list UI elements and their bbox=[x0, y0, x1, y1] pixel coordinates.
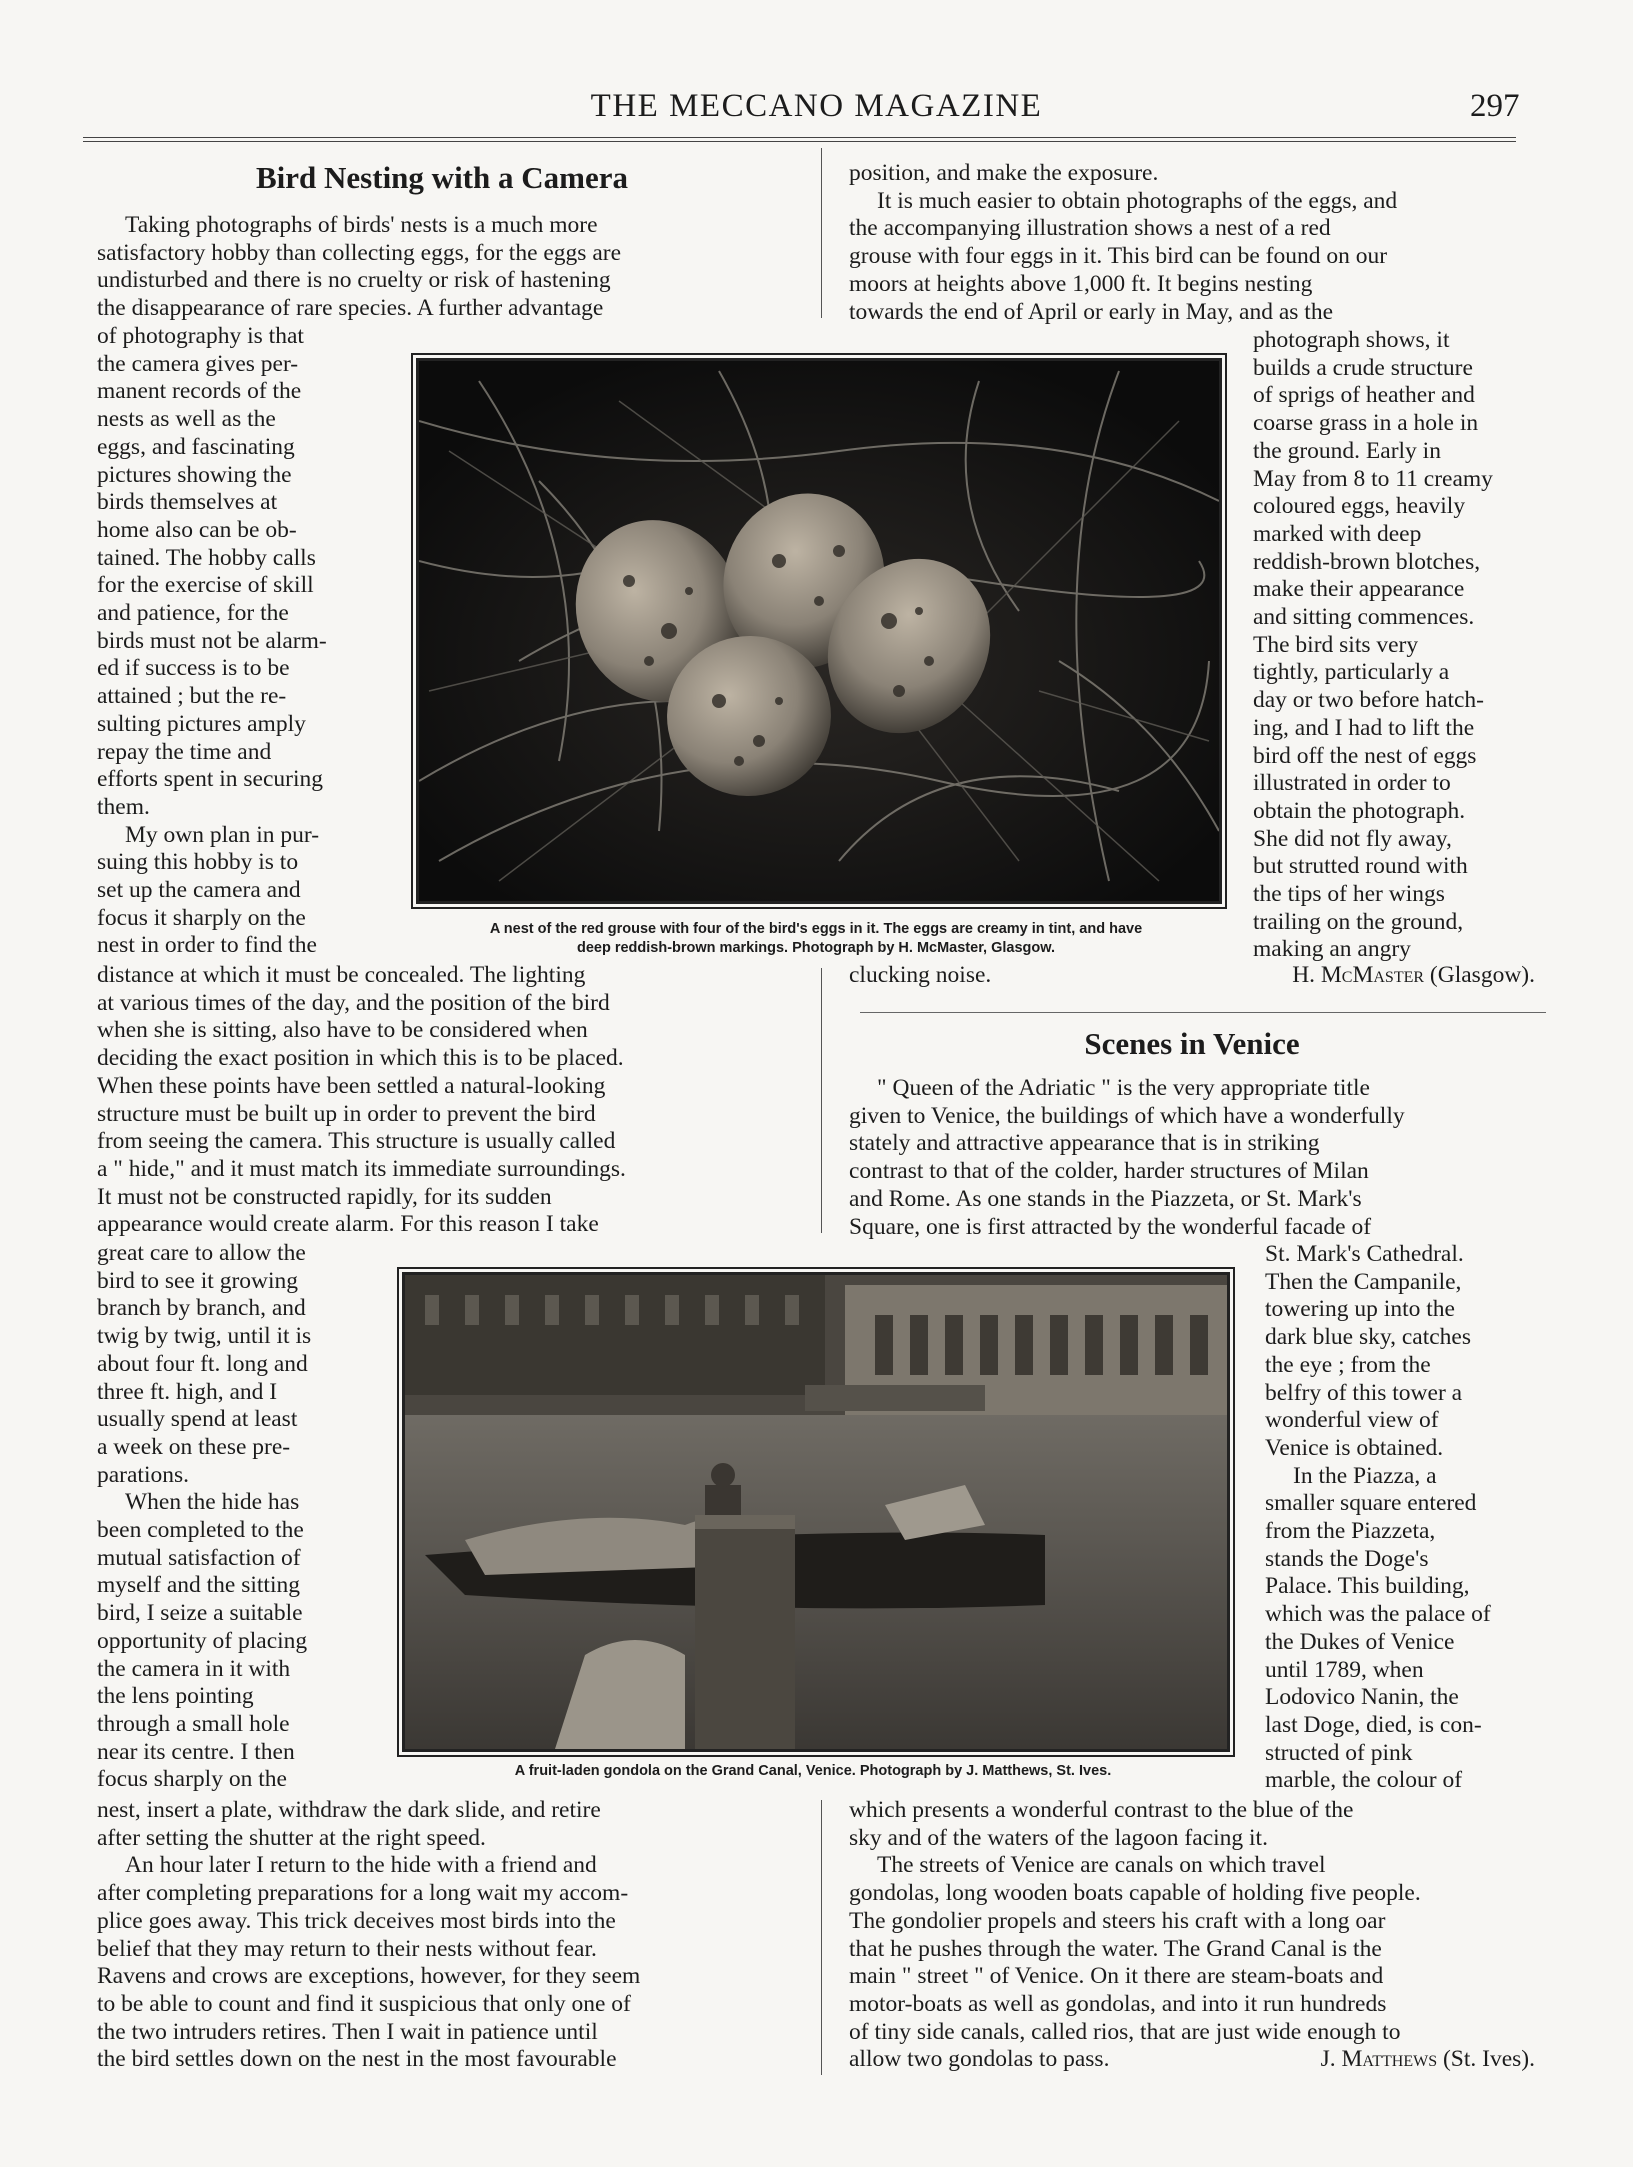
text-line: and Rome. As one stands in the Piazzeta, or St. Mark's bbox=[849, 1185, 1362, 1212]
text-line: opportunity of placing bbox=[97, 1627, 308, 1654]
caption-line: A nest of the red grouse with four of the bird's eggs in it. The eggs are creamy in tint, and have bbox=[489, 921, 1143, 937]
text-line: The gondolier propels and steers his craft with a long oar bbox=[849, 1907, 1386, 1934]
text-line: Taking photographs of birds' nests is a much more bbox=[125, 212, 598, 238]
text-line: suing this hobby is to bbox=[97, 849, 299, 876]
text-line: twig by twig, until it is bbox=[97, 1323, 312, 1350]
text-line: branch by branch, and bbox=[97, 1295, 306, 1322]
text-line: the eye ; from the bbox=[1265, 1351, 1431, 1378]
page-number: 297 bbox=[1470, 88, 1520, 124]
text-line: trailing on the ground, bbox=[1253, 908, 1464, 935]
text-line: make their appearance bbox=[1253, 576, 1465, 603]
text-line: from seeing the camera. This structure is usually called bbox=[97, 1128, 616, 1155]
text-line: In the Piazza, a bbox=[1293, 1462, 1437, 1489]
nest-image bbox=[419, 361, 1219, 901]
text-line: the bird settles down on the nest in the most favourable bbox=[97, 2046, 617, 2073]
text-line: the camera gives per- bbox=[97, 350, 299, 377]
text-line: towards the end of April or early in May, and as the bbox=[849, 298, 1334, 325]
text-line: but strutted round with bbox=[1253, 853, 1468, 880]
text-line: gondolas, long wooden boats capable of holding five people. bbox=[849, 1880, 1421, 1907]
text-line: Palace. This building, bbox=[1265, 1573, 1470, 1600]
author-signature bbox=[1321, 2046, 1535, 2074]
text-line: structed of pink bbox=[1265, 1739, 1413, 1766]
text-line: until 1789, when bbox=[1265, 1656, 1424, 1683]
text-line: day or two before hatch- bbox=[1253, 687, 1484, 714]
text-line: nest in order to find the bbox=[97, 932, 317, 959]
text-line: towering up into the bbox=[1265, 1296, 1455, 1323]
text-line: An hour later I return to the hide with a friend and bbox=[125, 1852, 597, 1879]
author-place: (Glasgow). bbox=[1429, 962, 1535, 988]
text-line: near its centre. I then bbox=[97, 1738, 295, 1765]
article-body bbox=[97, 962, 787, 1239]
text-line: set up the camera and bbox=[97, 877, 301, 904]
text-line: marble, the colour of bbox=[1265, 1767, 1463, 1794]
text-line: a " hide," and it must match its immediate surroundings. bbox=[97, 1155, 626, 1182]
text-line: grouse with four eggs in it. This bird can be found on our bbox=[849, 243, 1388, 270]
gondola-image bbox=[405, 1275, 1227, 1749]
text-line: deciding the exact position in which this is to be placed. bbox=[97, 1045, 624, 1072]
text-line: the tips of her wings bbox=[1253, 881, 1445, 908]
text-line bbox=[849, 2046, 1535, 2074]
text-line: marked with deep bbox=[1253, 520, 1422, 547]
column-rule bbox=[821, 148, 822, 318]
text-line: mutual satisfaction of bbox=[97, 1544, 301, 1571]
text-line: them. bbox=[97, 793, 150, 820]
text-line: " Queen of the Adriatic " is the very appropriate title bbox=[877, 1075, 1370, 1101]
text-line: the disappearance of rare species. A further advantage bbox=[97, 295, 604, 322]
text-line: birds themselves at bbox=[97, 489, 278, 516]
text-line: bird, I seize a suitable bbox=[97, 1600, 303, 1627]
text-line: May from 8 to 11 creamy bbox=[1253, 465, 1493, 492]
text-line: The streets of Venice are canals on which travel bbox=[877, 1852, 1326, 1879]
text-line: The bird sits very bbox=[1253, 631, 1419, 658]
text-line: of tiny side canals, called rios, that are just wide enough to bbox=[849, 2018, 1401, 2045]
header-rule bbox=[83, 137, 1516, 138]
text-line: St. Mark's Cathedral. bbox=[1265, 1241, 1464, 1267]
text-line: dark blue sky, catches bbox=[1265, 1324, 1471, 1351]
text-line: the camera in it with bbox=[97, 1655, 291, 1682]
text-line: illustrated in order to bbox=[1253, 770, 1451, 797]
article-separator bbox=[860, 1012, 1546, 1013]
text-line: home also can be ob- bbox=[97, 516, 297, 543]
text-line: to be able to count and find it suspicious that only one of bbox=[97, 1990, 631, 2017]
article-body-narrow bbox=[97, 1240, 372, 1794]
text-line: bird to see it growing bbox=[97, 1267, 299, 1294]
author-name: J. Matthews bbox=[1320, 2046, 1438, 2073]
text-line: that he pushes through the water. The Grand Canal is the bbox=[849, 1935, 1382, 1962]
text-line: When these points have been settled a natural-looking bbox=[97, 1072, 606, 1099]
text-line: When the hide has bbox=[125, 1489, 300, 1516]
venice-gondola-photo bbox=[402, 1272, 1230, 1752]
text-line: It is much easier to obtain photographs of the eggs, and bbox=[877, 187, 1398, 214]
text-line: usually spend at least bbox=[97, 1406, 298, 1433]
text-line: of photography is that bbox=[97, 323, 304, 349]
text-line: focus sharply on the bbox=[97, 1766, 287, 1793]
text-line: after completing preparations for a long wait my accom- bbox=[97, 1880, 629, 1907]
text-line: the Dukes of Venice bbox=[1265, 1628, 1455, 1655]
text-line: the two intruders retires. Then I wait in patience until bbox=[97, 2018, 598, 2045]
text-line: Lodovico Nanin, the bbox=[1265, 1684, 1459, 1711]
text-line: making an angry bbox=[1253, 936, 1411, 963]
text-line: efforts spent in securing bbox=[97, 766, 324, 793]
column-rule bbox=[821, 1800, 822, 2075]
grouse-nest-photo bbox=[416, 358, 1222, 904]
article-body bbox=[849, 1075, 1535, 1241]
text-line: belief that they may return to their nests without fear. bbox=[97, 1935, 597, 1962]
text-line: Venice is obtained. bbox=[1265, 1434, 1444, 1461]
text-line: the ground. Early in bbox=[1253, 437, 1441, 464]
text-line: stately and attractive appearance that is in striking bbox=[849, 1130, 1320, 1157]
article-body-narrow bbox=[97, 323, 385, 960]
article-body bbox=[97, 212, 787, 323]
text-line: main " street " of Venice. On it there are steam-boats and bbox=[849, 1963, 1384, 1990]
photo-caption: A fruit-laden gondola on the Grand Canal, Venice. Photograph by J. Matthews, St. Ives. bbox=[514, 1763, 1112, 1779]
text-line: when she is sitting, also have to be considered when bbox=[97, 1017, 588, 1044]
text-line: attained ; but the re- bbox=[97, 683, 287, 710]
text-line: moors at heights above 1,000 ft. It begins nesting bbox=[849, 270, 1313, 297]
text-line: tightly, particularly a bbox=[1253, 659, 1450, 686]
header-rule-2 bbox=[83, 141, 1516, 142]
text-line: coarse grass in a hole in bbox=[1253, 410, 1479, 437]
text-line: coloured eggs, heavily bbox=[1253, 493, 1466, 520]
running-head: THE MECCANO MAGAZINE bbox=[590, 88, 1043, 124]
caption-line: deep reddish-brown markings. Photograph by H. McMaster, Glasgow. bbox=[576, 940, 1056, 956]
text-line: allow two gondolas to pass. bbox=[849, 2046, 1110, 2073]
text-line: about four ft. long and bbox=[97, 1350, 308, 1377]
text-line: undisturbed and there is no cruelty or risk of hastening bbox=[97, 267, 611, 294]
author-name: H. McMaster bbox=[1292, 962, 1425, 988]
text-line: ing, and I had to lift the bbox=[1253, 714, 1475, 741]
text-line: myself and the sitting bbox=[97, 1572, 300, 1599]
text-line: tained. The hobby calls bbox=[97, 544, 316, 571]
text-line: been completed to the bbox=[97, 1517, 304, 1544]
text-line: focus it sharply on the bbox=[97, 904, 306, 931]
text-line: from the Piazzeta, bbox=[1265, 1518, 1436, 1545]
text-line: birds must not be alarm- bbox=[97, 627, 327, 654]
text-line: It must not be constructed rapidly, for its sudden bbox=[97, 1183, 552, 1210]
text-line: reddish-brown blotches, bbox=[1253, 548, 1481, 575]
text-line: nest, insert a plate, withdraw the dark slide, and retire bbox=[97, 1797, 601, 1823]
text-line: which presents a wonderful contrast to the blue of the bbox=[849, 1797, 1354, 1823]
text-line: obtain the photograph. bbox=[1253, 797, 1466, 824]
text-line: bird off the nest of eggs bbox=[1253, 742, 1477, 769]
article-title: Bird Nesting with a Camera bbox=[256, 160, 628, 195]
text-line: which was the palace of bbox=[1265, 1601, 1491, 1628]
text-line: distance at which it must be concealed. The lighting bbox=[97, 962, 586, 988]
text-line: nests as well as the bbox=[97, 406, 276, 433]
text-line: of sprigs of heather and bbox=[1253, 382, 1475, 409]
text-line: after setting the shutter at the right speed. bbox=[97, 1824, 486, 1851]
photo-caption bbox=[410, 920, 1222, 958]
text-line: stands the Doge's bbox=[1265, 1545, 1429, 1572]
text-line: motor-boats as well as gondolas, and into it run hundreds bbox=[849, 1990, 1387, 2017]
author-signature bbox=[1292, 962, 1535, 990]
text-line: pictures showing the bbox=[97, 461, 292, 488]
article-body bbox=[849, 1797, 1535, 2074]
text-line: wonderful view of bbox=[1265, 1407, 1439, 1434]
text-line: great care to allow the bbox=[97, 1240, 306, 1266]
text-line: eggs, and fascinating bbox=[97, 433, 295, 460]
text-line: given to Venice, the buildings of which have a wonderfully bbox=[849, 1102, 1405, 1129]
text-line: and patience, for the bbox=[97, 600, 289, 627]
text-line: Ravens and crows are exceptions, however, for they seem bbox=[97, 1963, 641, 1990]
text-line: contrast to that of the colder, harder structures of Milan bbox=[849, 1158, 1369, 1185]
text-line: through a small hole bbox=[97, 1710, 290, 1737]
article-signoff bbox=[849, 962, 1535, 990]
author-place: (St. Ives). bbox=[1442, 2046, 1535, 2073]
text-line: My own plan in pur- bbox=[125, 821, 320, 848]
text-line: ed if success is to be bbox=[97, 655, 290, 682]
article-title: Scenes in Venice bbox=[1084, 1026, 1300, 1061]
text-line: She did not fly away, bbox=[1253, 825, 1452, 852]
text-line: sulting pictures amply bbox=[97, 710, 306, 737]
text-line: for the exercise of skill bbox=[97, 572, 314, 599]
article-body-narrow bbox=[1253, 327, 1538, 964]
text-line: repay the time and bbox=[97, 738, 272, 765]
text-line: belfry of this tower a bbox=[1265, 1379, 1463, 1406]
text-line: and sitting commences. bbox=[1253, 604, 1475, 631]
text-line: smaller square entered bbox=[1265, 1490, 1477, 1517]
text-line: the lens pointing bbox=[97, 1683, 254, 1710]
text-line: builds a crude structure bbox=[1253, 354, 1473, 381]
text-line: satisfactory hobby than collecting eggs, for the eggs are bbox=[97, 239, 622, 266]
text-line: parations. bbox=[97, 1461, 190, 1488]
column-rule bbox=[821, 968, 822, 1233]
article-body bbox=[97, 1797, 787, 2074]
text-line: last Doge, died, is con- bbox=[1265, 1711, 1482, 1738]
text-line: manent records of the bbox=[97, 378, 302, 405]
text-line: three ft. high, and I bbox=[97, 1378, 278, 1405]
text-line: the accompanying illustration shows a nest of a red bbox=[849, 215, 1331, 242]
text-line: sky and of the waters of the lagoon facing it. bbox=[849, 1824, 1268, 1851]
text-line: structure must be built up in order to prevent the bird bbox=[97, 1100, 596, 1127]
text-line: Then the Campanile, bbox=[1265, 1268, 1462, 1295]
text-line: Square, one is first attracted by the wonderful facade of bbox=[849, 1213, 1372, 1240]
article-body bbox=[849, 160, 1535, 326]
text-line: clucking noise. bbox=[849, 962, 992, 988]
text-line: plice goes away. This trick deceives most birds into the bbox=[97, 1907, 616, 1934]
text-line: photograph shows, it bbox=[1253, 327, 1450, 353]
text-line: position, and make the exposure. bbox=[849, 160, 1159, 186]
text-line: a week on these pre- bbox=[97, 1433, 291, 1460]
text-line: appearance would create alarm. For this reason I take bbox=[97, 1211, 599, 1238]
article-body-narrow bbox=[1265, 1241, 1538, 1795]
text-line: at various times of the day, and the position of the bird bbox=[97, 989, 610, 1016]
